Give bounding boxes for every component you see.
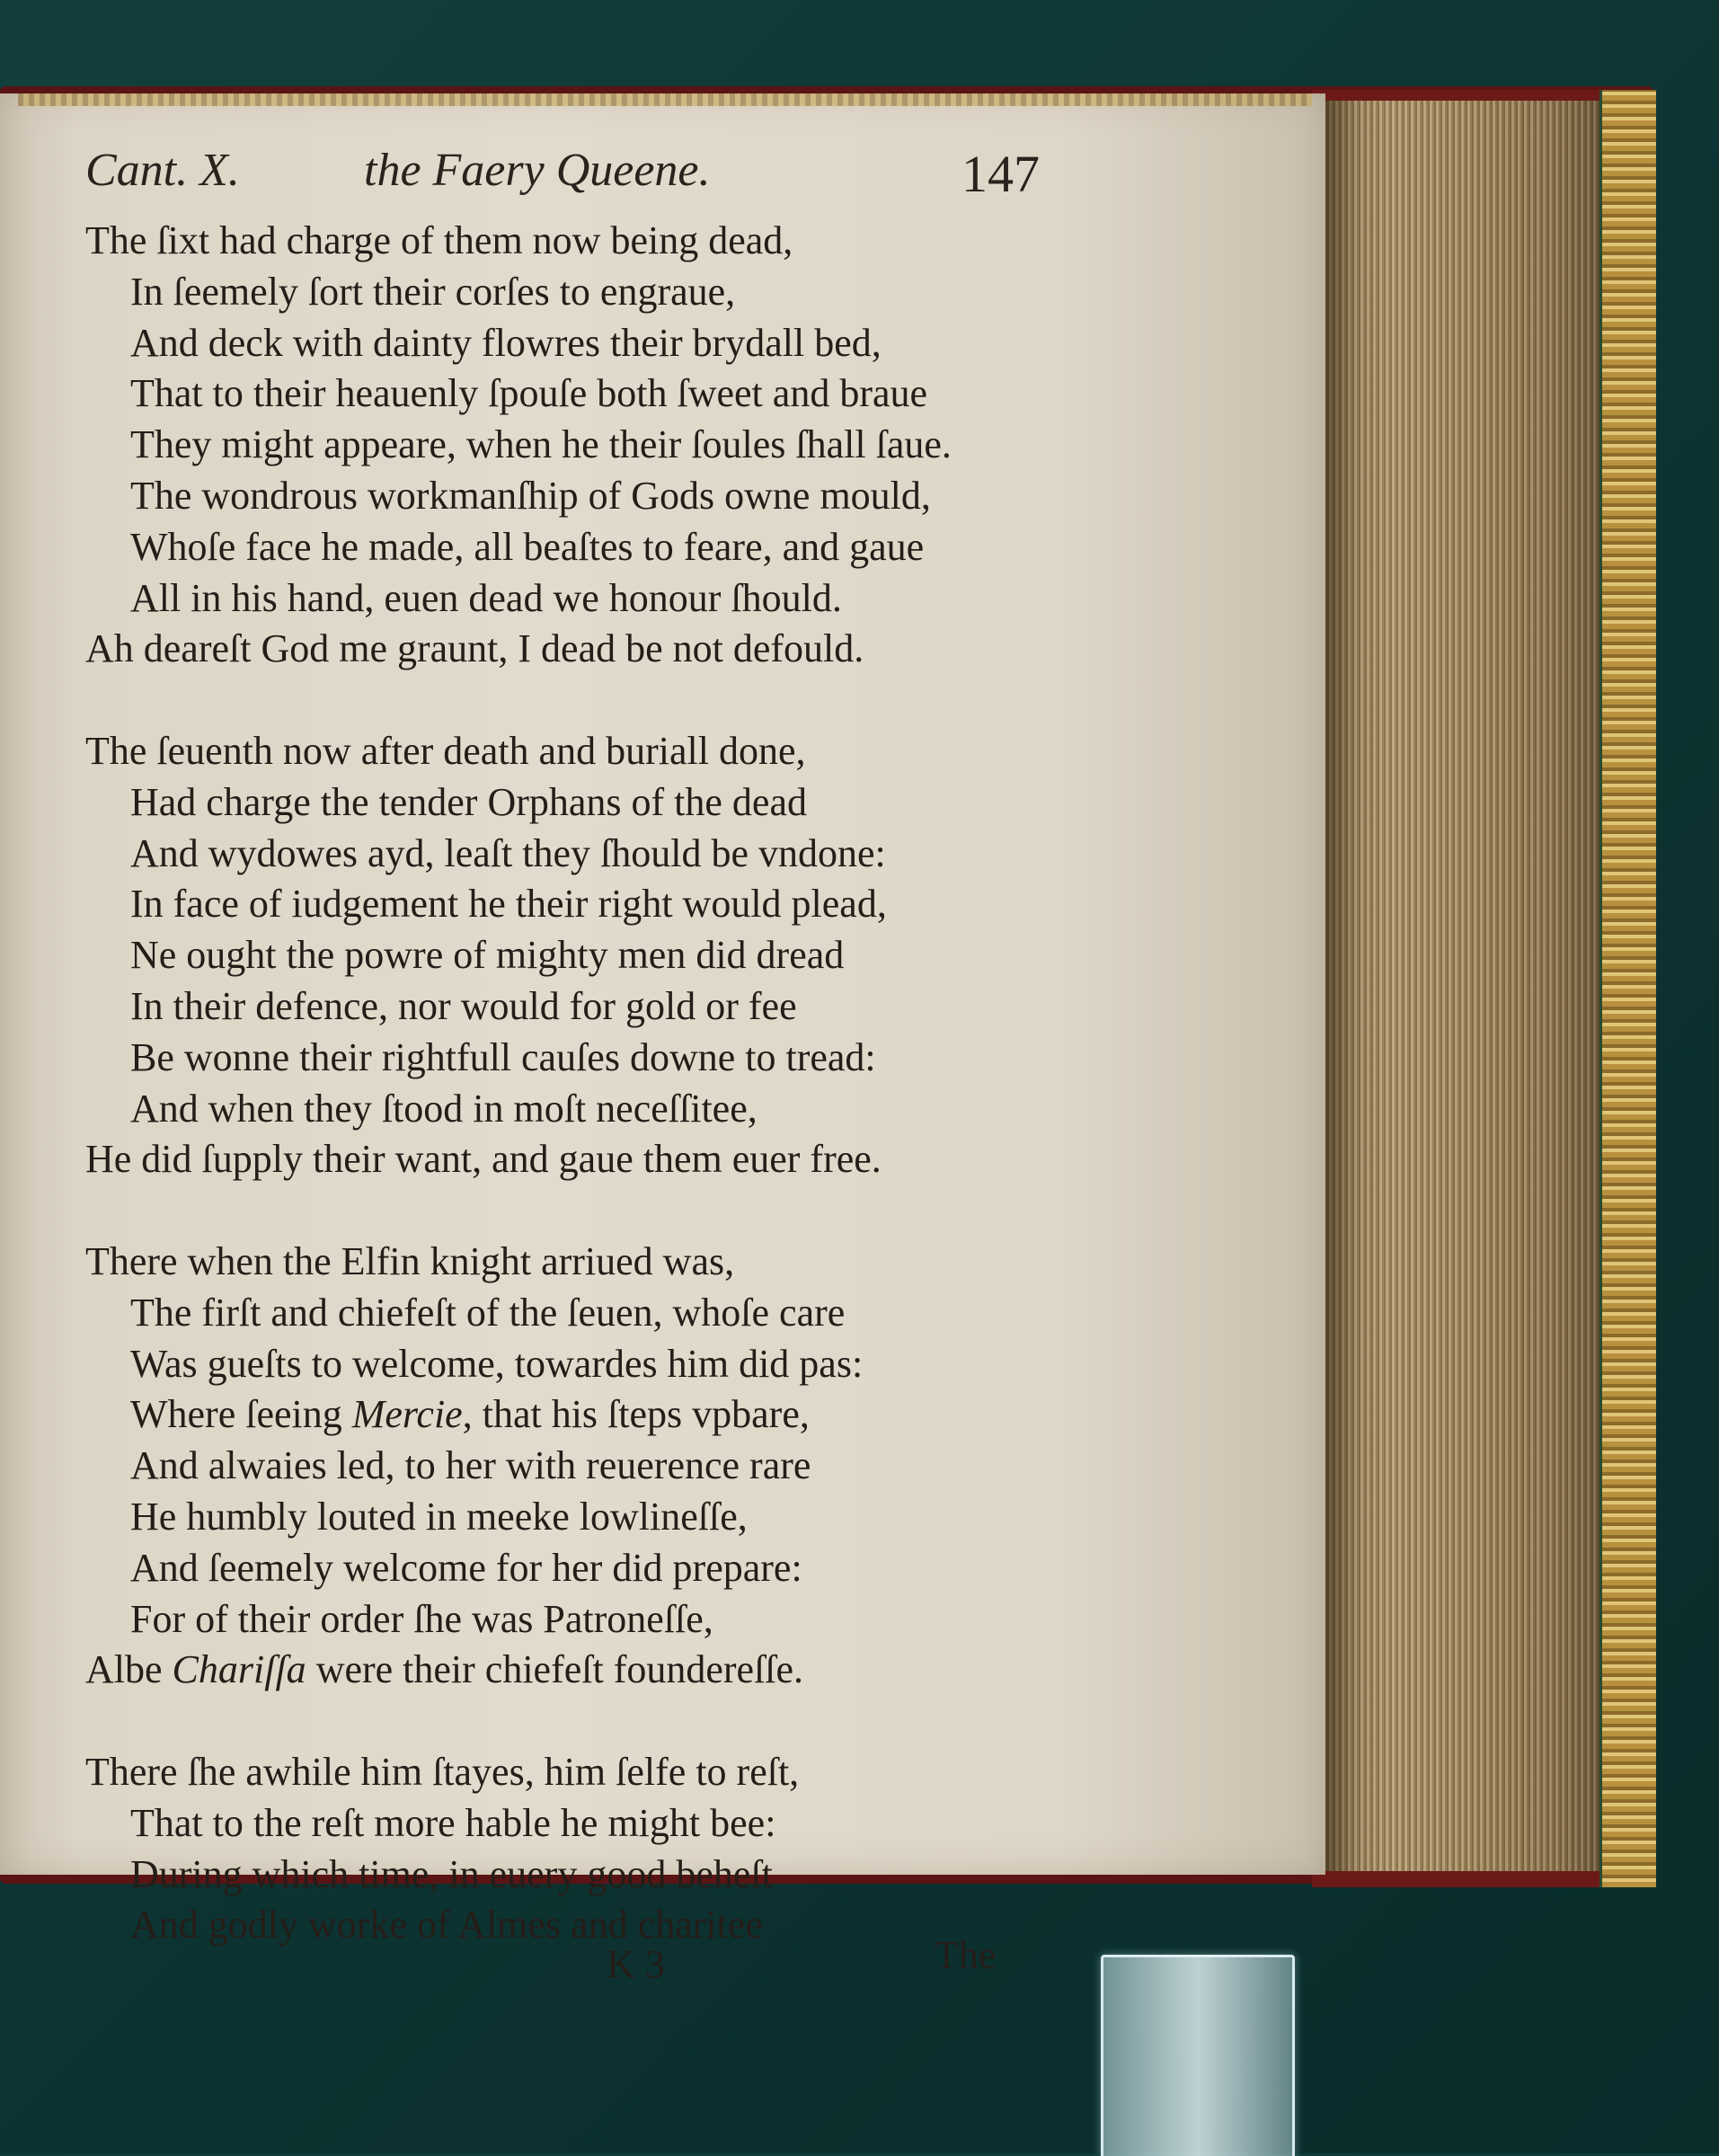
- verse-line: He did ſupply their want, and gaue them euer free.: [85, 1137, 882, 1182]
- verse-text: , that his ſteps vpbare,: [462, 1392, 810, 1437]
- stanza: [85, 1237, 1056, 1696]
- gilt-top-edge: [18, 93, 1312, 106]
- verse-text: Where ſeeing: [130, 1392, 352, 1437]
- bookmark-clip: [1101, 1955, 1295, 2156]
- verse-line: And alwaies led, to her with reuerence rare: [130, 1443, 811, 1488]
- verse-line: Was gueſts to welcome, towardes him did pas:: [130, 1341, 864, 1386]
- verse-line: There when the Elfin knight arriued was,: [85, 1238, 735, 1283]
- verse-line: That to the reſt more hable he might bee:: [130, 1800, 776, 1845]
- verse-line: The wondrous workmanſhip of Gods owne mould,: [130, 473, 931, 518]
- verse-line: They might appeare, when he their ſoules ſhall ſaue.: [130, 422, 952, 467]
- verse-line: And deck with dainty flowres their brydall bed,: [130, 320, 882, 365]
- italic-name: Chariſſa: [172, 1647, 306, 1692]
- verse-line: And ſeemely welcome for her did prepare:: [130, 1545, 802, 1590]
- signature-mark: K 3: [607, 1942, 665, 1986]
- verse-line: The firſt and chiefeſt of the ſeuen, whoſe care: [130, 1290, 846, 1335]
- verse-line: All in his hand, euen dead we honour ſhould.: [130, 575, 842, 620]
- verse-line: Whoſe face he made, all beaſtes to feare, and gaue: [130, 524, 925, 569]
- verse-line: Be wonne their rightfull cauſes downe to tread:: [130, 1034, 876, 1079]
- verse-line: In ſeemely ſort their corſes to engraue,: [130, 269, 736, 314]
- verse-line: [85, 1645, 1056, 1696]
- verse-line: He humbly louted in meeke lowlineſſe,: [130, 1494, 748, 1539]
- page-number: 147: [961, 145, 1040, 203]
- italic-name: Mercie: [351, 1392, 463, 1437]
- verse-text: were their chiefeſt foundereſſe.: [306, 1647, 804, 1692]
- page-footer: [85, 1932, 1056, 1995]
- verse-line: [85, 1389, 1056, 1441]
- stanza: [85, 726, 1056, 1185]
- verse-line: For of their order ſhe was Patroneſſe,: [130, 1596, 713, 1641]
- running-head: [85, 144, 1074, 207]
- verse-line: And when they ſtood in moſt neceſſitee,: [130, 1086, 758, 1131]
- verse-line: And wydowes ayd, leaſt they ſhould be vndone:: [130, 830, 886, 875]
- verse-line: In their defence, nor would for gold or fee: [130, 983, 797, 1028]
- verse-line: Had charge the tender Orphans of the dead: [130, 779, 807, 824]
- gilt-tooled-border: [1599, 90, 1656, 1887]
- poem-text: [85, 216, 1056, 1951]
- verse-line: Ne ought the powre of mighty men did dread: [130, 933, 845, 978]
- verse-line: That to their heauenly ſpouſe both ſweet and braue: [130, 371, 928, 416]
- canto-label: Cant. X.: [85, 145, 240, 196]
- book-title: the Faery Queene.: [364, 145, 711, 196]
- verse-line: The ſixt had charge of them now being dead,: [85, 218, 793, 262]
- gutter-shadow: [1321, 101, 1357, 1871]
- verse-line: In face of iudgement he their right would plead,: [130, 882, 887, 927]
- page-edges: [1321, 101, 1599, 1871]
- stanza: [85, 1747, 1056, 1951]
- verse-text: Albe: [85, 1647, 173, 1692]
- verse-line: And godly worke of Almes and charitee: [130, 1903, 763, 1947]
- verse-line: Ah deareſt God me graunt, I dead be not defould.: [85, 626, 864, 671]
- verse-line: During which time, in euery good beheſt: [130, 1851, 773, 1896]
- verse-line: The ſeuenth now after death and buriall done,: [85, 728, 806, 773]
- catchword: The: [935, 1933, 997, 1977]
- verse-line: There ſhe awhile him ſtayes, him ſelfe to reſt,: [85, 1749, 800, 1794]
- stanza: [85, 216, 1056, 675]
